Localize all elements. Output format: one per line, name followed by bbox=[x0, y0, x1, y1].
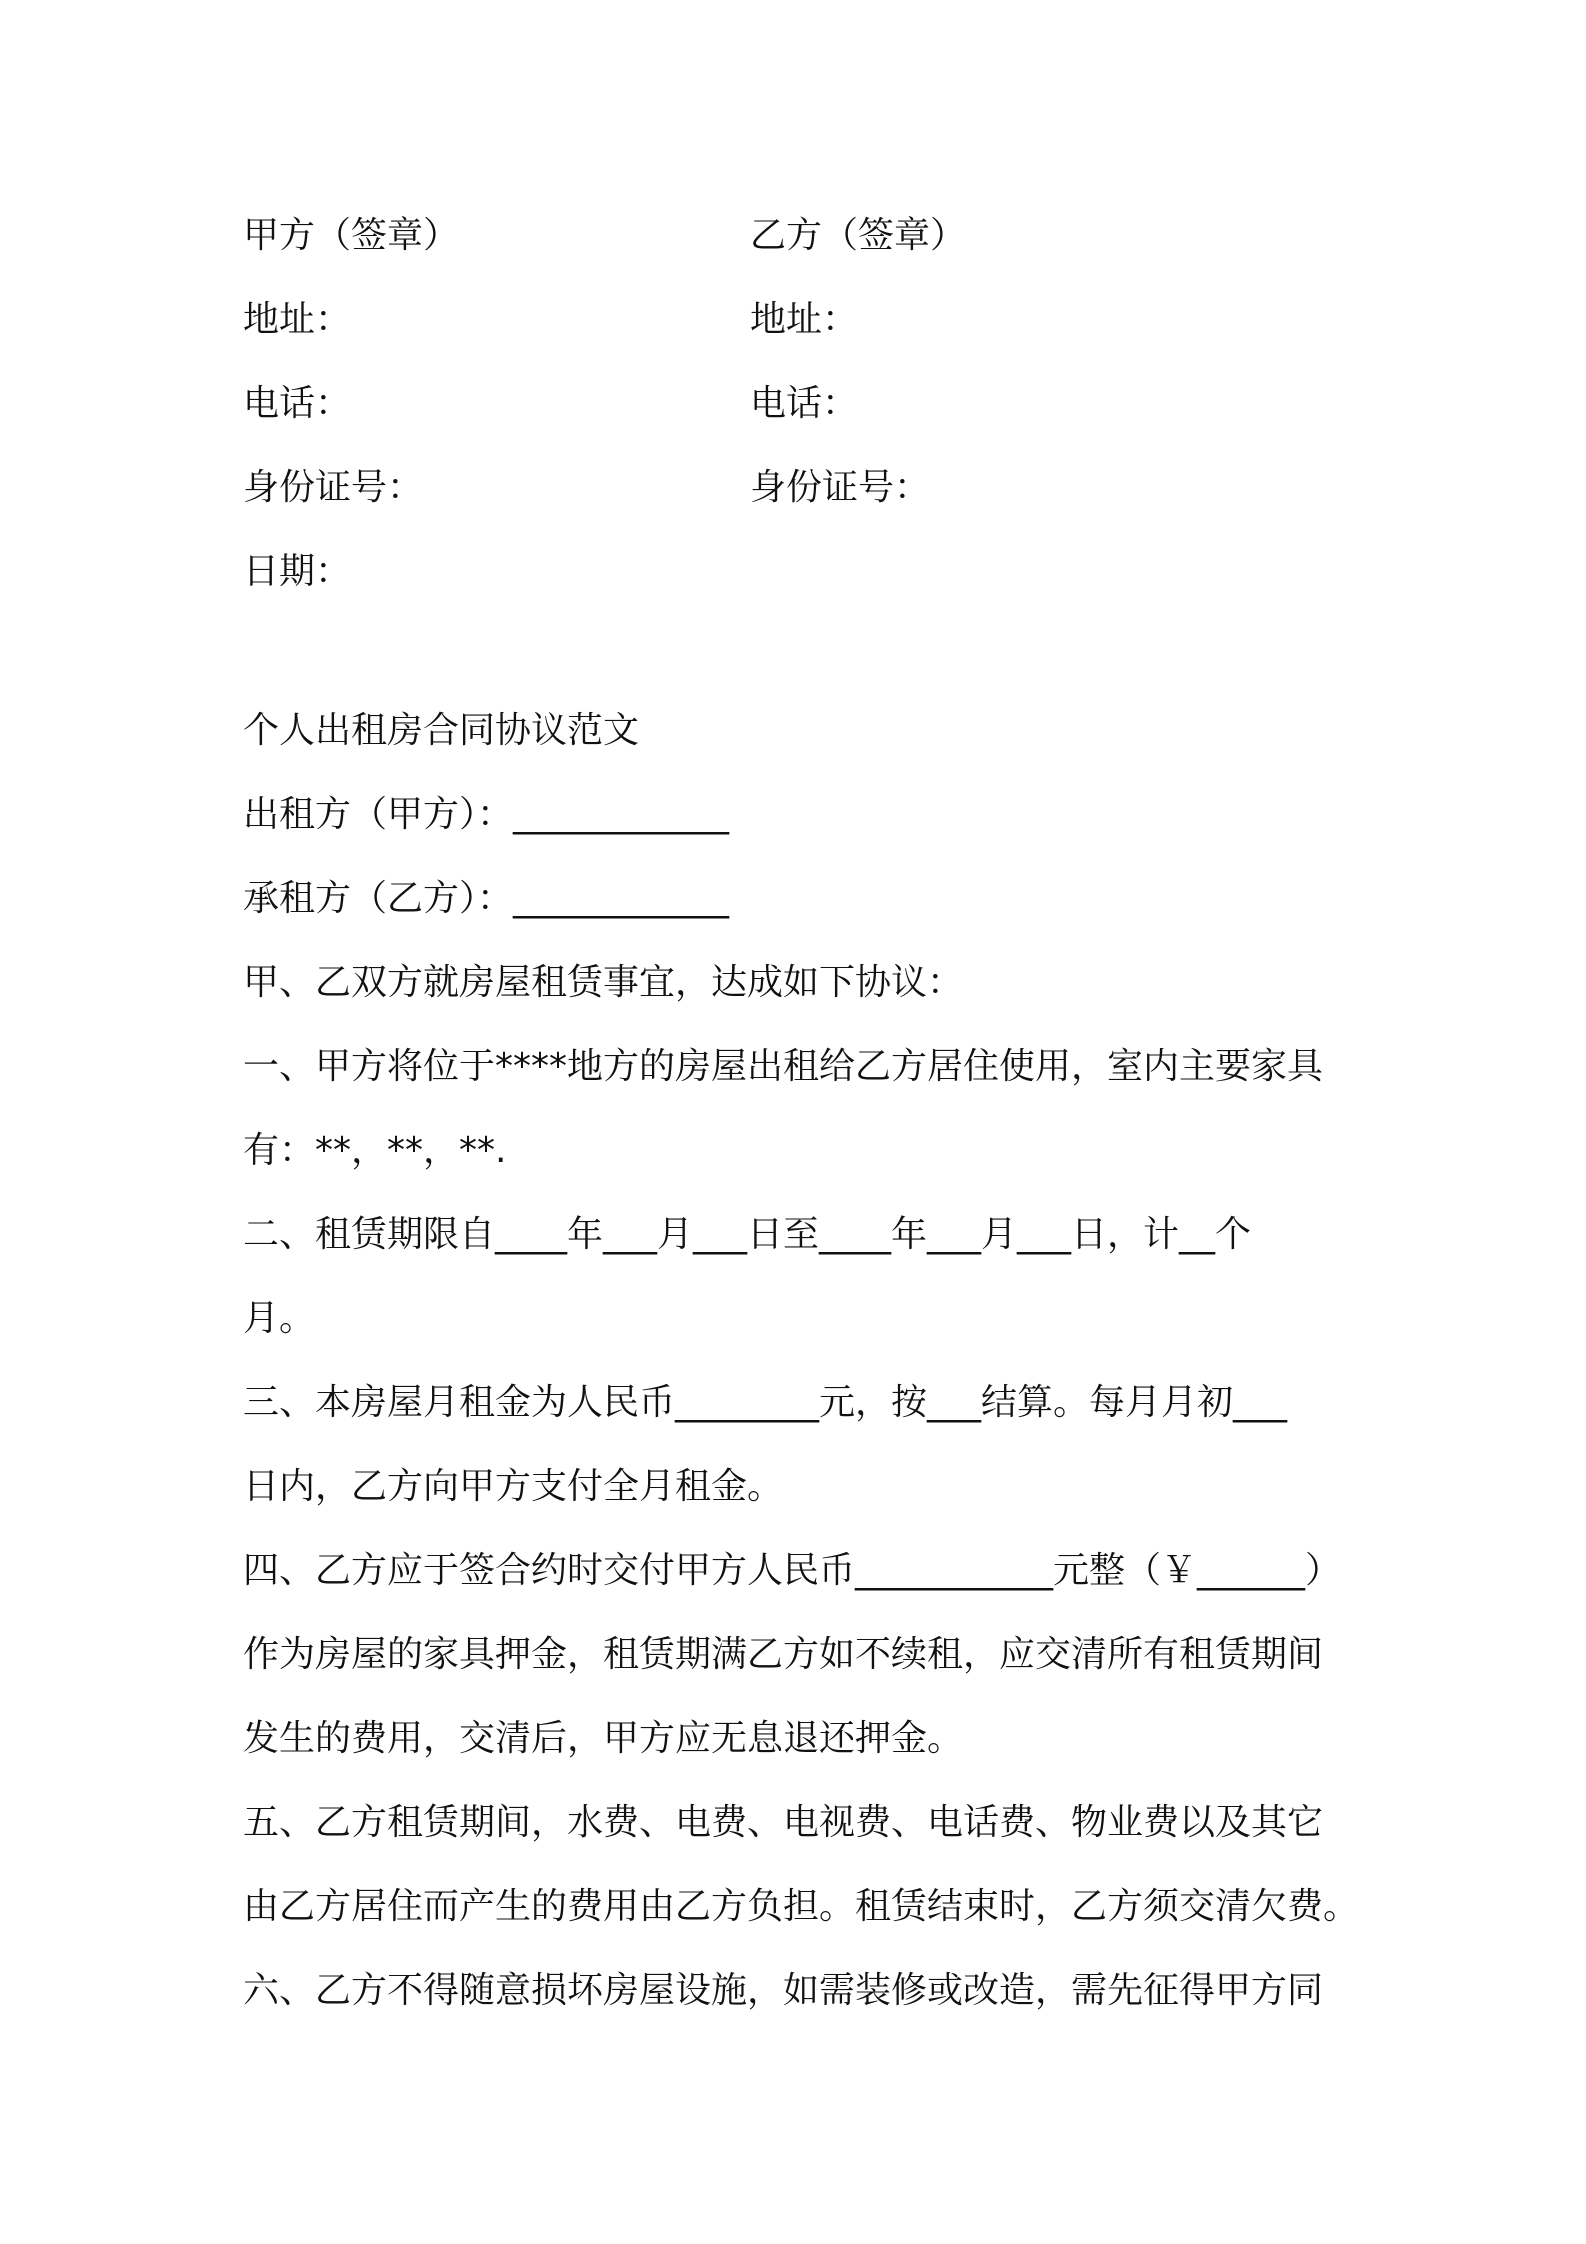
clause-2-line-2: 月。 bbox=[243, 1298, 316, 1339]
clause-1-line-2: 有：**，**，**. bbox=[243, 1130, 507, 1171]
party-a-address-label: 地址： bbox=[243, 299, 352, 340]
party-b-seal-label: 乙方（签章） bbox=[750, 215, 967, 256]
signature-row-seal bbox=[243, 194, 1343, 278]
clause-5-line-2: 由乙方居住而产生的费用由乙方负担。租赁结束时，乙方须交清欠费。 bbox=[243, 1886, 1359, 1927]
signature-row-date bbox=[243, 530, 1343, 614]
clause-4-line-2: 作为房屋的家具押金，租赁期满乙方如不续租，应交清所有租赁期间 bbox=[243, 1634, 1324, 1675]
clause-4-line-3: 发生的费用，交清后，甲方应无息退还押金。 bbox=[243, 1718, 964, 1759]
signature-row-address bbox=[243, 278, 1343, 362]
signature-row-phone bbox=[243, 362, 1343, 446]
party-b-phone-label: 电话： bbox=[750, 383, 859, 424]
clause-6-line-1: 六、乙方不得随意损坏房屋设施，如需装修或改造，需先征得甲方同 bbox=[243, 1970, 1324, 2011]
clause-2-line-1: 二、租赁期限自____年___月___日至____年___月___日，计__个 bbox=[243, 1214, 1252, 1255]
party-a-phone-label: 电话： bbox=[243, 383, 352, 424]
clause-1-line-1: 一、甲方将位于****地方的房屋出租给乙方居住使用，室内主要家具 bbox=[243, 1046, 1324, 1087]
signature-row-id bbox=[243, 446, 1343, 530]
clause-5-line-1: 五、乙方租赁期间，水费、电费、电视费、电话费、物业费以及其它 bbox=[243, 1802, 1324, 1843]
signature-block bbox=[243, 194, 1343, 614]
party-a-date-label: 日期： bbox=[243, 551, 352, 592]
agreement-intro: 甲、乙双方就房屋租赁事宜，达成如下协议： bbox=[243, 962, 964, 1003]
party-b-address-label: 地址： bbox=[750, 299, 859, 340]
clause-4-line-1: 四、乙方应于签合约时交付甲方人民币___________元整（￥______） bbox=[243, 1550, 1342, 1591]
party-a-seal-label: 甲方（签章） bbox=[243, 215, 460, 256]
contract-title: 个人出租房合同协议范文 bbox=[243, 710, 640, 751]
party-b-id-label: 身份证号： bbox=[750, 467, 931, 508]
contract-body bbox=[243, 689, 1359, 2033]
lessee-line: 承租方（乙方）：____________ bbox=[243, 878, 730, 919]
party-a-id-label: 身份证号： bbox=[243, 467, 424, 508]
clause-3-line-2: 日内，乙方向甲方支付全月租金。 bbox=[243, 1466, 784, 1507]
lessor-line: 出租方（甲方）：____________ bbox=[243, 794, 730, 835]
clause-3-line-1: 三、本房屋月租金为人民币________元，按___结算。每月月初___ bbox=[243, 1382, 1288, 1423]
